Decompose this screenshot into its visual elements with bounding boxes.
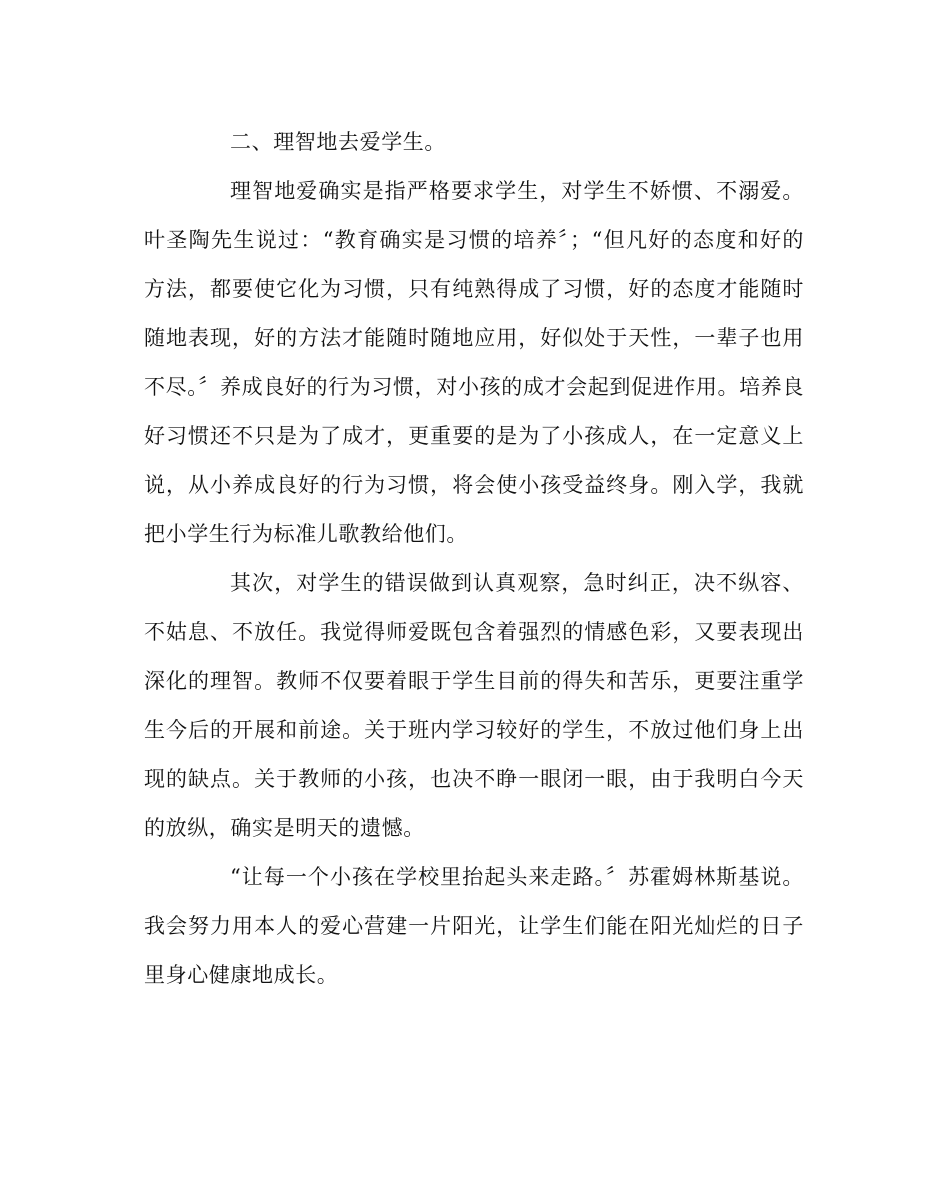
paragraph-1: 理智地爱确实是指严格要求学生，对学生不娇惯、不溺爱。叶圣陶先生说过：“教育确实是习惯的培养〞；“但凡好的态度和好的方法，都要使它化为习惯，只有纯熟得成了习惯，好的态度才能随时随地表现，好的方法才能随时随地应用，好似处于天性，一辈子也用不尽。〞养成良好的行为习惯，对小孩的成才会起到促进作用。培养良好习惯还不只是为了成才，更重要的是为了小孩成人，在一定意义上说，从小养成良好的行为习惯，将会使小孩受益终身。刚入学，我就把小学生行为标准儿歌教给他们。 <box>144 179 804 546</box>
section-heading: 二、理智地去爱学生。 <box>230 130 446 154</box>
paragraph-2: 其次，对学生的错误做到认真观察，急时纠正，决不纵容、不姑息、不放任。我觉得师爱既包含着强烈的情感色彩，又要表现出深化的理智。教师不仅要着眼于学生目前的得失和苦乐，更要注重学生今后的开展和前途。关于班内学习较好的学生，不放过他们身上出现的缺点。关于教师的小孩，也决不睁一眼闭一眼，由于我明白今天的放纵，确实是明天的遗憾。 <box>144 571 804 840</box>
document-page <box>144 118 804 1000</box>
paragraph-3: “让每一个小孩在学校里抬起头来走路。〞苏霍姆林斯基说。我会努力用本人的爱心营建一片阳光，让学生们能在阳光灿烂的日子里身心健康地成长。 <box>144 865 804 987</box>
